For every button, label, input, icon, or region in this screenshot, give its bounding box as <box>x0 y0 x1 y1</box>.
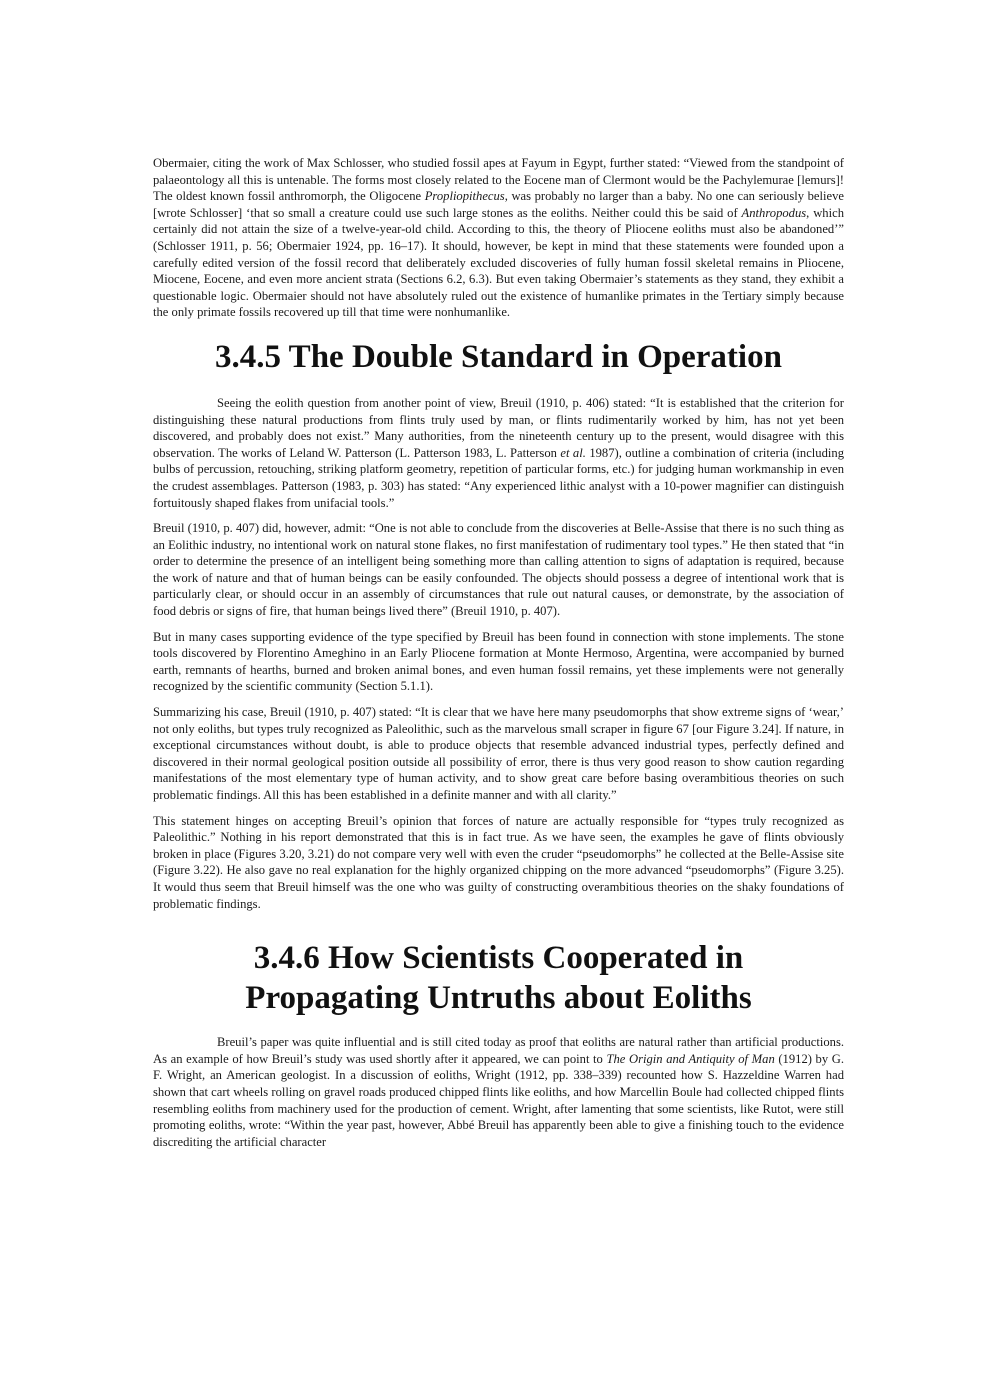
paragraph-breuil-influential: Breuil’s paper was quite influential and is still cited today as proof that eoliths are natural rather than artificial productions. As an example of how Breuil’s study was used shortly after it appeared, we can point to The Origin and Antiquity of Man (1912) by G. F. Wright, an American geologist. In a discussion of eoliths, Wright (1912, pp. 338–339) recounted how S. Hazzeldine Warren had shown that cart wheels rolling on gravel roads produced chipped flints like eoliths, and how Marcellin Boule had collected chipped flints resembling eoliths from machinery used for the production of cement. Wright, after lamenting that some scientists, like Rutot, were still promoting eoliths, wrote: “Within the year past, however, Abbé Breuil has apparently been able to give a finishing touch to the evidence discrediting the artificial character <box>153 1035 845 1149</box>
paragraph-ameghino: But in many cases supporting evidence of the type specified by Breuil has been found in connection with stone implements. The stone tools discovered by Florentino Ameghino in an Early Pliocene formation at Monte Hermoso, Argentina, were accompanied by burned earth, remnants of hearths, burned and broken animal bones, and even human fossil remains, yet these implements were not generally recognized by the scientific community (Section 5.1.1). <box>153 629 844 694</box>
paragraph-obermaier: Obermaier, citing the work of Max Schlosser, who studied fossil apes at Fayum in Egypt, further stated: “Viewed from the standpoint of palaeontology all this is untenable. The forms most closely related to the Eocene man of Clermont would be the Pachylemurae [lemurs]! The oldest known fossil anthromorph, the Oligocene Propliopithecus, was probably no larger than a baby. No one can seriously believe [wrote Schlosser] ‘that so small a creature could use such large stones as the eoliths. Neither could this be said of Anthropodus, which certainly did not attain the size of a twelve-year-old child. According to this, the theory of Pliocene eoliths must also be abandoned’” (Schlosser 1911, p. 56; Obermaier 1924, pp. 16–17). It should, however, be kept in mind that these statements were founded upon a carefully edited version of the fossil record that deliberately excluded discoveries of fully human fossil skeletal remains in Pliocene, Miocene, Eocene, and even more ancient strata (Sections 6.2, 6.3). But even taking Obermaier’s statements as they stand, they exhibit a questionable logic. Obermaier should not have absolutely ruled out the existence of humanlike primates in the Tertiary simply because the only primate fossils recovered up till that time were nonhumanlike. <box>153 156 844 320</box>
paragraph-breuil-criterion: Seeing the eolith question from another point of view, Breuil (1910, p. 406) stated: “It is established that the criterion for distinguishing these natural productions from flints truly used by man, or flints rudimentarily worked by him, has not yet been discovered, and probably does not exist.” Many authorities, from the nineteenth century up to the present, would disagree with this observation. The works of Leland W. Patterson (L. Patterson 1983, L. Patterson et al. 1987), outline a combination of criteria (including bulbs of percussion, retouching, striking platform geometry, repetition of particular forms, etc.) for judging human workmanship in even the crudest assemblages. Patterson (1983, p. 303) has stated: “Any experienced lithic analyst with a 10-power magnifier can distinguish fortuitously shaped flakes from unifacial tools.” <box>153 395 844 510</box>
section-heading-3-4-6: 3.4.6 How Scientists Cooperated in Propagating Untruths about Eoliths <box>245 940 752 1017</box>
paragraph-breuil-summary: Summarizing his case, Breuil (1910, p. 407) stated: “It is clear that we have here many pseudomorphs that show extreme signs of ‘wear,’ not only eoliths, but types truly recognized as Paleolithic, such as the marvelous small scraper in figure 67 [our Figure 3.24]. If nature, in exceptional circumstances without doubt, is able to produce objects that resemble advanced industrial types, perfectly defined and discovered in their normal geological position outside all possibility of error, there is thus very good reason to show caution regarding manifestations of the most elementary type of human activity, and to show great care before basing overambitious theories on such problematic findings. All this has been established in a definite manner and with all clarity.” <box>153 705 844 802</box>
document-page <box>153 155 844 1150</box>
paragraph-breuil-admit: Breuil (1910, p. 407) did, however, admit: “One is not able to conclude from the discoveries at Belle-Assise that there is no such thing as an Eolithic industry, no intentional work on natural stone flakes, no first manifestation of rudimentary tool types.” He then stated that “in order to determine the presence of an intelligent being something more than calling attention to signs of adaptation is required, because the work of nature and that of human beings can be easily confounded. The objects should possess a degree of intentional work that is particularly clear, or should occur in an assembly of circumstances that rule out natural causes, or demonstrate, by the association of food debris or signs of fire, that human beings lived there” (Breuil 1910, p. 407). <box>153 521 844 619</box>
section-heading-3-4-5: 3.4.5 The Double Standard in Operation <box>215 338 782 375</box>
paragraph-statement-hinges: This statement hinges on accepting Breuil’s opinion that forces of nature are actually responsible for “types truly recognized as Paleolithic.” Nothing in his report demonstrated that this is in fact true. As we have seen, the examples he gave of flints obviously broken in place (Figures 3.20, 3.21) do not compare very well with even the cruder “pseudomorphs” he collected at the Belle-Assise site (Figure 3.22). He also gave no real explanation for the highly organized chipping on the more advanced “pseudomorphs” (Figure 3.25). It would thus seem that Breuil himself was the one who was guilty of constructing overambitious theories on the shaky foundations of problematic findings. <box>153 813 844 911</box>
